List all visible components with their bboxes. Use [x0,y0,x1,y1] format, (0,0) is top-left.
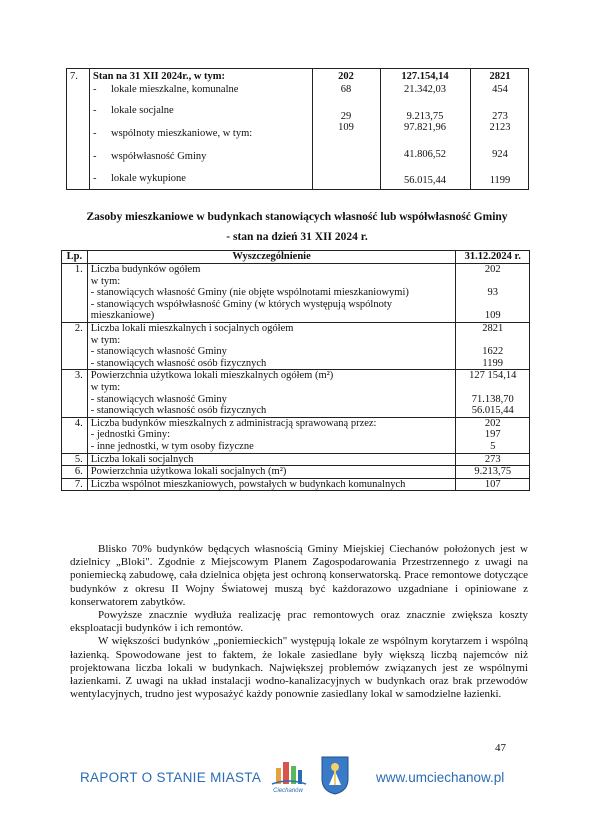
row-value [456,264,530,323]
row-value [456,322,530,369]
column-header-lp: Lp. [62,251,88,264]
desc-line: - jednostki Gminy: [90,429,171,441]
value-line: 5 [490,440,496,452]
row-number: 5. [62,453,88,466]
row-description [87,417,456,453]
row-number: 4. [62,417,88,453]
header-value-buildings: 202 [338,71,354,82]
desc-line: w tym: [90,275,121,287]
value-line: 197 [484,429,501,441]
desc-line: mieszkaniowe) [90,310,155,322]
table-row-header: Stan na 31 XII 2024r., w tym: [93,71,226,82]
desc-line: Powierzchnia użytkowa lokali mieszkalnych ogółem (m²) [90,370,334,382]
list-bullet: - [93,128,97,139]
value-line [459,382,526,394]
housing-stock-table [61,250,530,491]
table-cell: 56.015,44 [404,175,446,186]
value-line: 2821 [482,322,504,334]
table-cell: 454 [492,84,508,95]
table-row [62,453,530,466]
list-item: lokale socjalne [111,105,174,116]
table-cell: 1199 [489,175,511,186]
row-number: 7. [62,478,88,491]
section-subheading: - stan na dzień 31 XII 2024 r. [226,231,368,243]
row-description: Liczba lokali socjalnych [87,453,456,466]
row-description: Liczba wspólnot mieszkaniowych, powstałych w budynkach komunalnych [87,478,456,491]
row-value: 273 [456,453,530,466]
value-line [459,299,526,311]
row-number: 2. [62,322,88,369]
body-text [70,543,528,701]
desc-line: - stanowiących własność Gminy (nie objęte wspólnotami mieszkaniowymi) [90,287,409,299]
row-description [87,264,456,323]
summary-table [66,68,529,190]
city-logo-icon [268,758,308,794]
header-value-units: 2821 [489,71,511,82]
footer-report-title: RAPORT O STANIE MIASTA [80,770,262,785]
table-cell: 924 [492,149,508,160]
table-cell: 68 [340,84,352,95]
desc-line: w tym: [90,381,121,393]
row-value [456,417,530,453]
row-value: 9.213,75 [456,466,530,479]
table-row [62,322,530,369]
desc-line: Liczba lokali mieszkalnych i socjalnych ogółem [90,322,294,334]
row-description: Powierzchnia użytkowa lokali socjalnych (m²) [87,466,456,479]
list-bullet: - [93,173,97,184]
table-cell: 21.342,03 [404,84,446,95]
table-row [62,264,530,323]
value-line: 56.015,44 [471,405,514,417]
table-row [62,417,530,453]
list-bullet: - [93,84,97,95]
table-cell: 273 [492,111,508,122]
list-item: współwłasność Gminy [111,151,207,162]
table-cell: 97.821,96 [404,122,446,133]
table-row [62,466,530,479]
desc-line: - stanowiących własność osób fizycznych [90,357,267,369]
footer-website-link[interactable]: www.umciechanow.pl [376,770,505,785]
value-line: 202 [484,417,501,429]
column-header-description: Wyszczególnienie [87,251,456,264]
desc-line: - stanowiących własność osób fizycznych [90,405,267,417]
desc-line: Liczba budynków ogółem [90,264,201,275]
value-line [459,335,526,347]
value-line: 93 [487,287,498,299]
row-number: 6. [62,466,88,479]
logo-text: Ciechanów [273,788,303,794]
coat-of-arms-icon [320,755,350,795]
row-number: 3. [62,370,88,417]
list-item: lokale mieszkalne, komunalne [111,84,239,95]
value-line: 1622 [482,346,504,358]
paragraph: Blisko 70% budynków będących własnością Gminy Miejskiej Ciechanów położonych jest w dzielnicy „Bloki". Zgodnie z Miejscowym Planem Zagospodarowania Przestrzennego z uwagi na poniemiecką zabudowę, cała dzielnica objęta jest ochroną konserwatorską. Prace remontowe dotyczące budynków z okresu II Wojny Światowej muszą być każdorazowo uzgadniane i opiniowane z konserwatorem zabytków. [70,543,528,608]
desc-line: - inne jednostki, w tym osoby fizyczne [90,440,254,452]
value-line: 109 [484,310,501,322]
list-item: wspólnoty mieszkaniowe, w tym: [111,128,253,139]
row-description [87,370,456,417]
value-line: 71.138,70 [471,393,514,405]
list-bullet: - [93,105,97,116]
desc-line: - stanowiących współwłasność Gminy (w których występują wspólnoty [90,298,392,310]
table-row [62,478,530,491]
value-line: 202 [484,264,501,275]
desc-line: - stanowiących własność Gminy [90,346,227,358]
page-number: 47 [495,742,506,754]
table-cell: 29 [340,111,352,122]
column-header-date: 31.12.2024 r. [456,251,530,264]
table-cell: 9.213,75 [406,111,444,122]
value-line [459,276,526,288]
table-header-row [62,251,530,264]
row-number: 1. [62,264,88,323]
list-bullet: - [93,151,97,162]
paragraph: W większości budynków „poniemieckich" występują lokale ze wspólnym korytarzem i wspólną łazienką. Spowodowane jest to faktem, że lokale zasiedlane były większą liczbą najemców niż projektowana liczba lokali w budynkach. Największej problemów związanych jest ze wspólnymi łazienkami. Z uwagi na układ instalacji wodno-kanalizacyjnych w budynkach oraz brak przewodów wentylacyjnych, trudno jest wyposażyć każdy ponownie zasiedlany lokal w samodzielne łazienki. [70,635,528,701]
value-line: 1199 [482,357,504,369]
row-description [87,322,456,369]
desc-line: w tym: [90,334,121,346]
table-cell: 2123 [489,122,511,133]
row-value: 107 [456,478,530,491]
row-value [456,370,530,417]
table-row [62,370,530,417]
header-value-area: 127.154,14 [401,71,449,82]
section-heading: Zasoby mieszkaniowe w budynkach stanowiących własność lub współwłasność Gminy [86,211,508,223]
paragraph: Powyższe znacznie wydłuża realizację prac remontowych oraz znacznie zwiększa koszty eksploatacji budynków i ich remontów. [70,609,528,635]
table-cell: 109 [338,122,354,133]
list-item: lokale wykupione [111,173,186,184]
row-number: 7. [70,71,78,82]
desc-line: - stanowiących własność Gminy [90,393,227,405]
value-line: 127 154,14 [469,370,517,382]
table-cell: 41.806,52 [404,149,446,160]
table-column-divider [89,69,90,189]
desc-line: Liczba budynków mieszkalnych z administracją sprawowaną przez: [90,417,377,429]
